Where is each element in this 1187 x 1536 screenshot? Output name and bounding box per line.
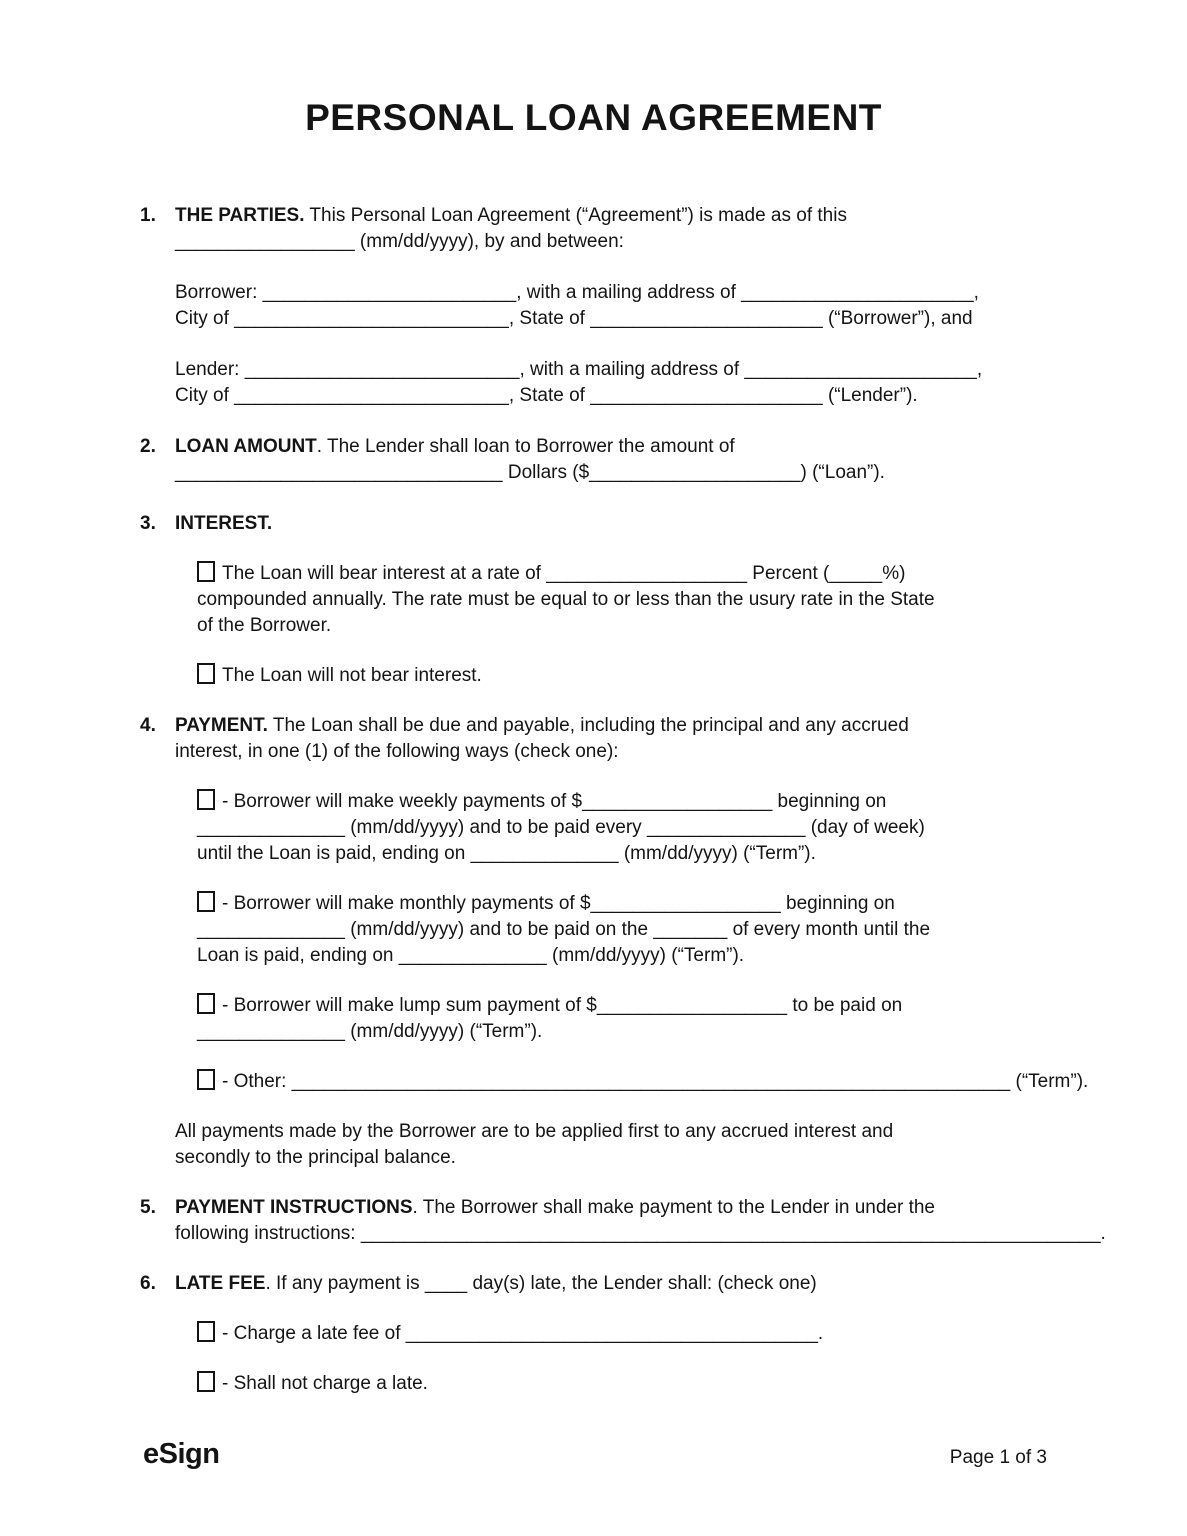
section-late-fee <box>140 1271 1047 1297</box>
weekly-payment-fill-line: - Borrower will make weekly payments of $__________________ beginning on <box>222 791 887 812</box>
option-line: ______________ (mm/dd/yyyy) and to be paid on the _______ of every month until the <box>197 919 931 940</box>
page-title: PERSONAL LOAN AGREEMENT <box>305 97 882 138</box>
monthly-payment-checkbox[interactable] <box>197 891 215 912</box>
agreement-date-fill-line: _________________ (mm/dd/yyyy), by and between: <box>175 231 624 252</box>
section-title: PAYMENT. <box>175 715 268 736</box>
option-line: compounded annually. The rate must be equal to or less than the usury rate in the State <box>197 589 935 610</box>
no-late-fee-checkbox[interactable] <box>197 1371 215 1392</box>
section-heading-line <box>175 203 1047 229</box>
option-line: ______________ (mm/dd/yyyy) (“Term”). <box>197 1021 543 1042</box>
section-number: 3. <box>140 513 156 534</box>
section-lead-text: This Personal Loan Agreement (“Agreement”) is made as of this <box>304 205 847 226</box>
section-title: THE PARTIES. <box>175 205 305 226</box>
page-number: Page 1 of 3 <box>949 1447 1047 1468</box>
late-fee-fill-line: - Charge a late fee of _______________________________________. <box>222 1323 824 1344</box>
option-first-line <box>197 1069 1089 1095</box>
option-line: until the Loan is paid, ending on ______________ (mm/dd/yyyy) (“Term”). <box>197 843 816 864</box>
lender-fill-line-1: Lender: __________________________, with a mailing address of ______________________, <box>175 359 983 380</box>
interest-rate-option <box>197 561 1047 639</box>
section-payment-instructions <box>140 1195 1106 1247</box>
section-lead-text: . The Borrower shall make payment to the Lender in under the <box>412 1197 935 1218</box>
option-first-line <box>197 993 1047 1019</box>
section-number: 4. <box>140 715 156 736</box>
lump-sum-fill-line: - Borrower will make lump sum payment of $__________________ to be paid on <box>222 995 903 1016</box>
section-the-parties <box>140 203 1047 255</box>
section-heading-line <box>175 713 1047 739</box>
option-text: The Loan will not bear interest. <box>222 665 482 686</box>
loan-amount-fill-line: _______________________________ Dollars ($____________________) (“Loan”). <box>175 462 885 483</box>
borrower-fill-line-1: Borrower: ________________________, with a mailing address of ______________________, <box>175 282 979 303</box>
lump-sum-checkbox[interactable] <box>197 993 215 1014</box>
option-text: - Shall not charge a late. <box>222 1373 428 1394</box>
option-first-line <box>197 789 1047 815</box>
borrower-paragraph <box>175 280 1047 332</box>
section-payment <box>140 713 1047 765</box>
section-number: 1. <box>140 205 156 226</box>
lump-sum-option <box>197 993 1047 1045</box>
payments-applied-paragraph <box>175 1119 1047 1171</box>
other-payment-option <box>197 1069 1089 1095</box>
option-line: of the Borrower. <box>197 615 332 636</box>
weekly-payment-checkbox[interactable] <box>197 789 215 810</box>
no-late-fee-option <box>197 1371 1047 1397</box>
charge-late-fee-checkbox[interactable] <box>197 1321 215 1342</box>
option-first-line <box>197 663 1047 689</box>
paragraph-line: All payments made by the Borrower are to be applied first to any accrued interest and <box>175 1121 894 1142</box>
interest-rate-checkbox[interactable] <box>197 561 215 582</box>
option-first-line <box>197 561 1047 587</box>
monthly-payment-fill-line: - Borrower will make monthly payments of $__________________ beginning on <box>222 893 895 914</box>
option-first-line <box>197 1371 1047 1397</box>
section-heading-line <box>175 434 1047 460</box>
lender-paragraph <box>175 357 1047 409</box>
section-heading-line <box>175 511 1047 537</box>
lender-fill-line-2: City of __________________________, State of ______________________ (“Lender”). <box>175 385 918 406</box>
esign-logo: eSign <box>143 1438 220 1470</box>
charge-late-fee-option <box>197 1321 1047 1347</box>
section-heading-line <box>175 1271 1047 1297</box>
instructions-fill-line: following instructions: ______________________________________________________________________. <box>175 1223 1106 1244</box>
section-lead-text: . The Lender shall loan to Borrower the amount of <box>316 436 735 457</box>
other-payment-fill-line: - Other: ____________________________________________________________________ (“Term”). <box>222 1071 1089 1092</box>
section-lead-line-2: interest, in one (1) of the following ways (check one): <box>175 741 619 762</box>
other-payment-checkbox[interactable] <box>197 1069 215 1090</box>
no-interest-checkbox[interactable] <box>197 663 215 684</box>
section-title: LOAN AMOUNT <box>175 436 317 457</box>
section-lead-text: . If any payment is ____ day(s) late, the Lender shall: (check one) <box>265 1273 817 1294</box>
page-footer <box>143 1438 1047 1471</box>
section-lead-text: The Loan shall be due and payable, including the principal and any accrued <box>267 715 909 736</box>
section-title: PAYMENT INSTRUCTIONS <box>175 1197 413 1218</box>
section-heading-line <box>175 1195 1047 1221</box>
interest-rate-fill-line: The Loan will bear interest at a rate of ___________________ Percent (_____%) <box>222 563 906 584</box>
option-line: ______________ (mm/dd/yyyy) and to be paid every _______________ (day of week) <box>197 817 925 838</box>
option-first-line <box>197 1321 1047 1347</box>
paragraph-line: secondly to the principal balance. <box>175 1147 456 1168</box>
section-loan-amount <box>140 434 1047 486</box>
section-number: 5. <box>140 1197 156 1218</box>
no-interest-option <box>197 663 1047 689</box>
section-number: 6. <box>140 1273 156 1294</box>
option-first-line <box>197 891 1047 917</box>
option-line: Loan is paid, ending on ______________ (mm/dd/yyyy) (“Term”). <box>197 945 745 966</box>
section-number: 2. <box>140 436 156 457</box>
monthly-payment-option <box>197 891 1047 969</box>
weekly-payment-option <box>197 789 1047 867</box>
section-title: LATE FEE <box>175 1273 266 1294</box>
borrower-fill-line-2: City of __________________________, State of ______________________ (“Borrower”), and <box>175 308 973 329</box>
section-title: INTEREST. <box>175 513 273 534</box>
section-interest <box>140 511 1047 537</box>
